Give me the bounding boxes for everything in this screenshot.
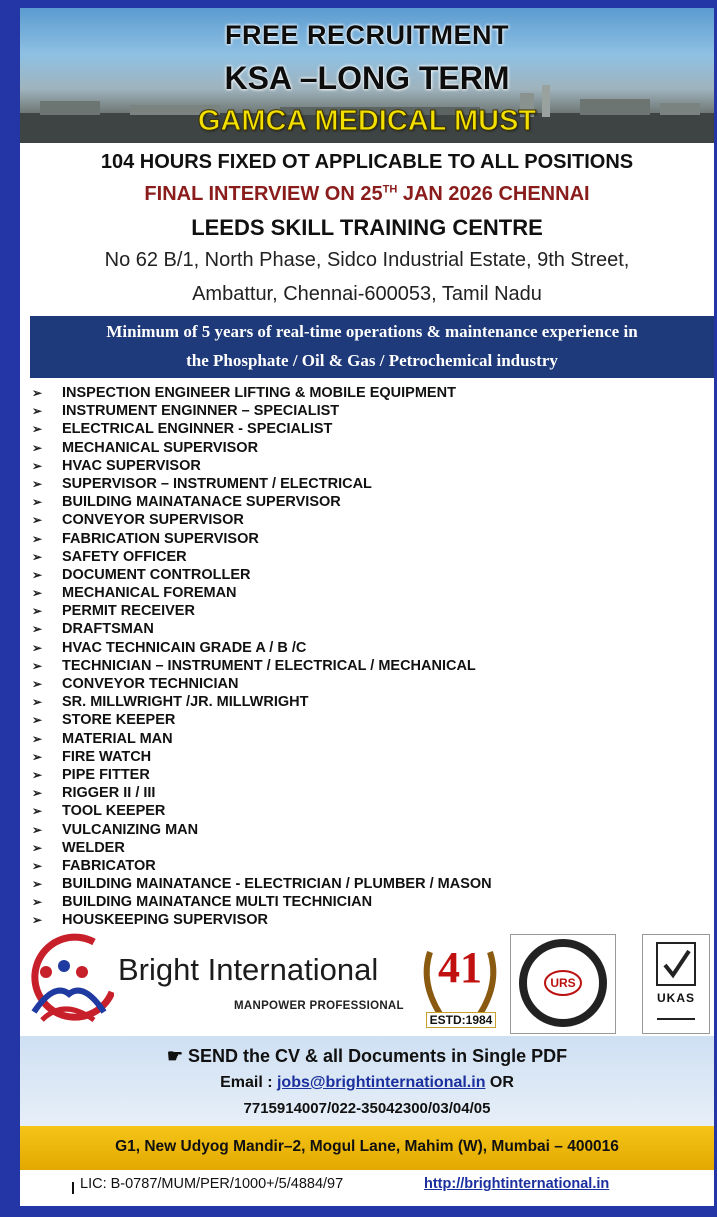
position-title: HVAC SUPERVISOR	[62, 457, 201, 474]
position-title: BUILDING MAINATANCE - ELECTRICIAN / PLUMBER / MASON	[62, 876, 492, 893]
position-title: FIRE WATCH	[62, 748, 152, 765]
venue-address-line2: Ambattur, Chennai-600053, Tamil Nadu	[192, 283, 542, 305]
ot-notice: 104 HOURS FIXED OT APPLICABLE TO ALL POSITIONS	[100, 151, 634, 173]
company-name: Bright International	[118, 952, 379, 987]
position-title: MATERIAL MAN	[62, 730, 173, 747]
arrow-bullet-icon: ➢	[32, 822, 43, 837]
header-banner	[20, 8, 714, 143]
arrow-bullet-icon: ➢	[32, 786, 43, 801]
position-title: FABRICATION SUPERVISOR	[62, 530, 259, 547]
contact-section	[20, 1036, 714, 1126]
position-title: PIPE FITTER	[62, 766, 150, 783]
urs-certification	[510, 934, 616, 1034]
position-title: ELECTRICAL ENGINNER - SPECIALIST	[62, 421, 333, 438]
headline-free-recruitment: FREE RECRUITMENT	[225, 20, 509, 50]
email-or: OR	[485, 1074, 514, 1091]
position-item	[32, 875, 702, 893]
urs-label: URS	[550, 976, 576, 990]
position-title: CONVEYOR TECHNICIAN	[62, 676, 239, 692]
interview-date-rest: JAN 2026 CHENNAI	[397, 183, 590, 205]
position-item	[32, 748, 702, 766]
office-address: G1, New Udyog Mandir–2, Mogul Lane, Mahim (W), Mumbai – 400016	[115, 1138, 619, 1155]
office-address-bar	[20, 1126, 714, 1170]
arrow-bullet-icon: ➢	[32, 677, 43, 691]
email-link[interactable]: jobs@brightinternational.in	[276, 1074, 486, 1091]
position-title: SAFETY OFFICER	[62, 548, 187, 565]
divider	[72, 1182, 74, 1194]
arrow-bullet-icon: ➢	[32, 404, 43, 419]
position-item	[32, 802, 702, 820]
arrow-bullet-icon: ➢	[32, 695, 43, 710]
crown-tick-icon	[643, 935, 709, 1033]
position-item	[32, 439, 702, 457]
position-title: BUILDING MAINATANACE SUPERVISOR	[62, 494, 341, 511]
position-item	[32, 530, 702, 548]
company-tagline: MANPOWER PROFESSIONAL	[234, 1000, 404, 1012]
position-title: BUILDING MAINATANCE MULTI TECHNICIAN	[62, 894, 373, 911]
position-title: CONVEYOR SUPERVISOR	[62, 512, 244, 529]
anniversary-badge	[416, 932, 504, 1032]
arrow-bullet-icon: ➢	[32, 895, 43, 910]
arrow-bullet-icon: ➢	[32, 586, 43, 601]
send-cv-instruction	[20, 1046, 714, 1067]
email-line	[20, 1074, 714, 1092]
arrow-bullet-icon: ➢	[32, 858, 43, 873]
position-item	[32, 475, 702, 493]
years-number: 41	[438, 943, 482, 992]
position-title: RIGGER II / III	[62, 785, 156, 802]
license-number: LIC: B-0787/MUM/PER/1000+/5/4884/97	[80, 1176, 344, 1192]
position-title: HOUSKEEPING SUPERVISOR	[62, 912, 269, 929]
position-title: MECHANICAL FOREMAN	[62, 585, 237, 602]
position-item	[32, 893, 702, 911]
position-item	[32, 384, 702, 402]
position-item	[32, 730, 702, 748]
position-item	[32, 821, 702, 839]
arrow-bullet-icon: ➢	[32, 422, 43, 437]
experience-requirement	[30, 316, 714, 378]
ukas-label: UKAS	[656, 991, 695, 1005]
arrow-bullet-icon: ➢	[32, 567, 43, 582]
position-item	[32, 693, 702, 711]
arrow-bullet-icon: ➢	[32, 640, 43, 655]
position-item	[32, 657, 702, 675]
arrow-bullet-icon: ➢	[32, 622, 43, 637]
position-item	[32, 620, 702, 638]
arrow-bullet-icon: ➢	[32, 440, 43, 455]
position-item	[32, 420, 702, 438]
ukas-certification	[642, 934, 710, 1034]
footer	[20, 1170, 714, 1206]
position-item	[32, 548, 702, 566]
arrow-bullet-icon: ➢	[32, 804, 43, 819]
pointing-hand-icon: ☛	[166, 1046, 189, 1066]
position-title: FABRICATOR	[62, 857, 156, 874]
website-link[interactable]: http://brightinternational.in	[424, 1176, 610, 1192]
bright-international-logo-icon	[24, 932, 114, 1032]
arrow-bullet-icon: ➢	[32, 731, 43, 746]
position-item	[32, 766, 702, 784]
established-year: ESTD:1984	[426, 1012, 496, 1028]
position-title: DRAFTSMAN	[62, 621, 154, 638]
position-title: VULCANIZING MAN	[62, 821, 199, 838]
arrow-bullet-icon: ➢	[32, 495, 43, 510]
position-item	[32, 457, 702, 475]
position-title: HVAC TECHNICAIN GRADE A / B /C	[62, 639, 307, 656]
requirement-line1: Minimum of 5 years of real-time operations & maintenance experience in	[106, 322, 638, 341]
arrow-bullet-icon: ➢	[32, 713, 43, 728]
position-item	[32, 711, 702, 729]
position-title: WELDER	[62, 839, 125, 856]
arrow-bullet-icon: ➢	[32, 458, 43, 473]
arrow-bullet-icon: ➢	[32, 531, 43, 546]
position-item	[32, 675, 702, 693]
position-item	[32, 784, 702, 802]
position-item	[32, 566, 702, 584]
position-title: TOOL KEEPER	[62, 803, 166, 820]
arrow-bullet-icon: ➢	[32, 604, 43, 619]
position-title: SUPERVISOR – INSTRUMENT / ELECTRICAL	[62, 475, 372, 492]
position-title: INSPECTION ENGINEER LIFTING & MOBILE EQUIPMENT	[62, 385, 456, 401]
position-title: DOCUMENT CONTROLLER	[62, 566, 251, 583]
interview-date-suffix: TH	[382, 183, 398, 196]
interview-info	[20, 143, 714, 313]
position-item	[32, 839, 702, 857]
arrow-bullet-icon: ➢	[32, 476, 43, 491]
email-label: Email :	[220, 1074, 277, 1091]
position-title: TECHNICIAN – INSTRUMENT / ELECTRICAL / MECHANICAL	[62, 657, 476, 674]
headline-ksa-long-term: KSA –LONG TERM	[224, 60, 510, 96]
position-item	[32, 402, 702, 420]
requirement-line2: the Phosphate / Oil & Gas / Petrochemical industry	[186, 351, 558, 370]
arrow-bullet-icon: ➢	[32, 877, 43, 892]
position-item	[32, 511, 702, 529]
interview-date	[20, 183, 714, 206]
position-item	[32, 911, 702, 929]
position-item	[32, 639, 702, 657]
position-title: SR. MILLWRIGHT /JR. MILLWRIGHT	[62, 694, 309, 711]
company-logos	[20, 930, 714, 1036]
position-item	[32, 602, 702, 620]
position-item	[32, 584, 702, 602]
position-item	[32, 857, 702, 875]
position-item	[32, 493, 702, 511]
arrow-bullet-icon: ➢	[32, 840, 43, 855]
positions-list	[32, 384, 702, 930]
position-title: STORE KEEPER	[62, 712, 176, 729]
arrow-bullet-icon: ➢	[32, 386, 43, 400]
venue-address-line1: No 62 B/1, North Phase, Sidco Industrial Estate, 9th Street,	[104, 249, 630, 271]
arrow-bullet-icon: ➢	[32, 549, 43, 564]
arrow-bullet-icon: ➢	[32, 513, 43, 528]
position-title: MECHANICAL SUPERVISOR	[62, 439, 259, 456]
headline-gamca-medical: GAMCA MEDICAL MUST	[197, 105, 537, 137]
arrow-bullet-icon: ➢	[32, 767, 43, 782]
interview-date-prefix: FINAL INTERVIEW ON 25	[144, 183, 383, 205]
arrow-bullet-icon: ➢	[32, 658, 43, 673]
arrow-bullet-icon: ➢	[32, 913, 43, 928]
position-title: PERMIT RECEIVER	[62, 603, 195, 620]
send-cv-text: SEND the CV & all Documents in Single PDF	[188, 1046, 568, 1066]
arrow-bullet-icon: ➢	[32, 749, 43, 764]
venue-name: LEEDS SKILL TRAINING CENTRE	[191, 215, 543, 240]
position-title: INSTRUMENT ENGINNER – SPECIALIST	[62, 403, 340, 420]
phone-numbers: 7715914007/022-35042300/03/04/05	[243, 1100, 491, 1117]
poster	[20, 8, 714, 1206]
